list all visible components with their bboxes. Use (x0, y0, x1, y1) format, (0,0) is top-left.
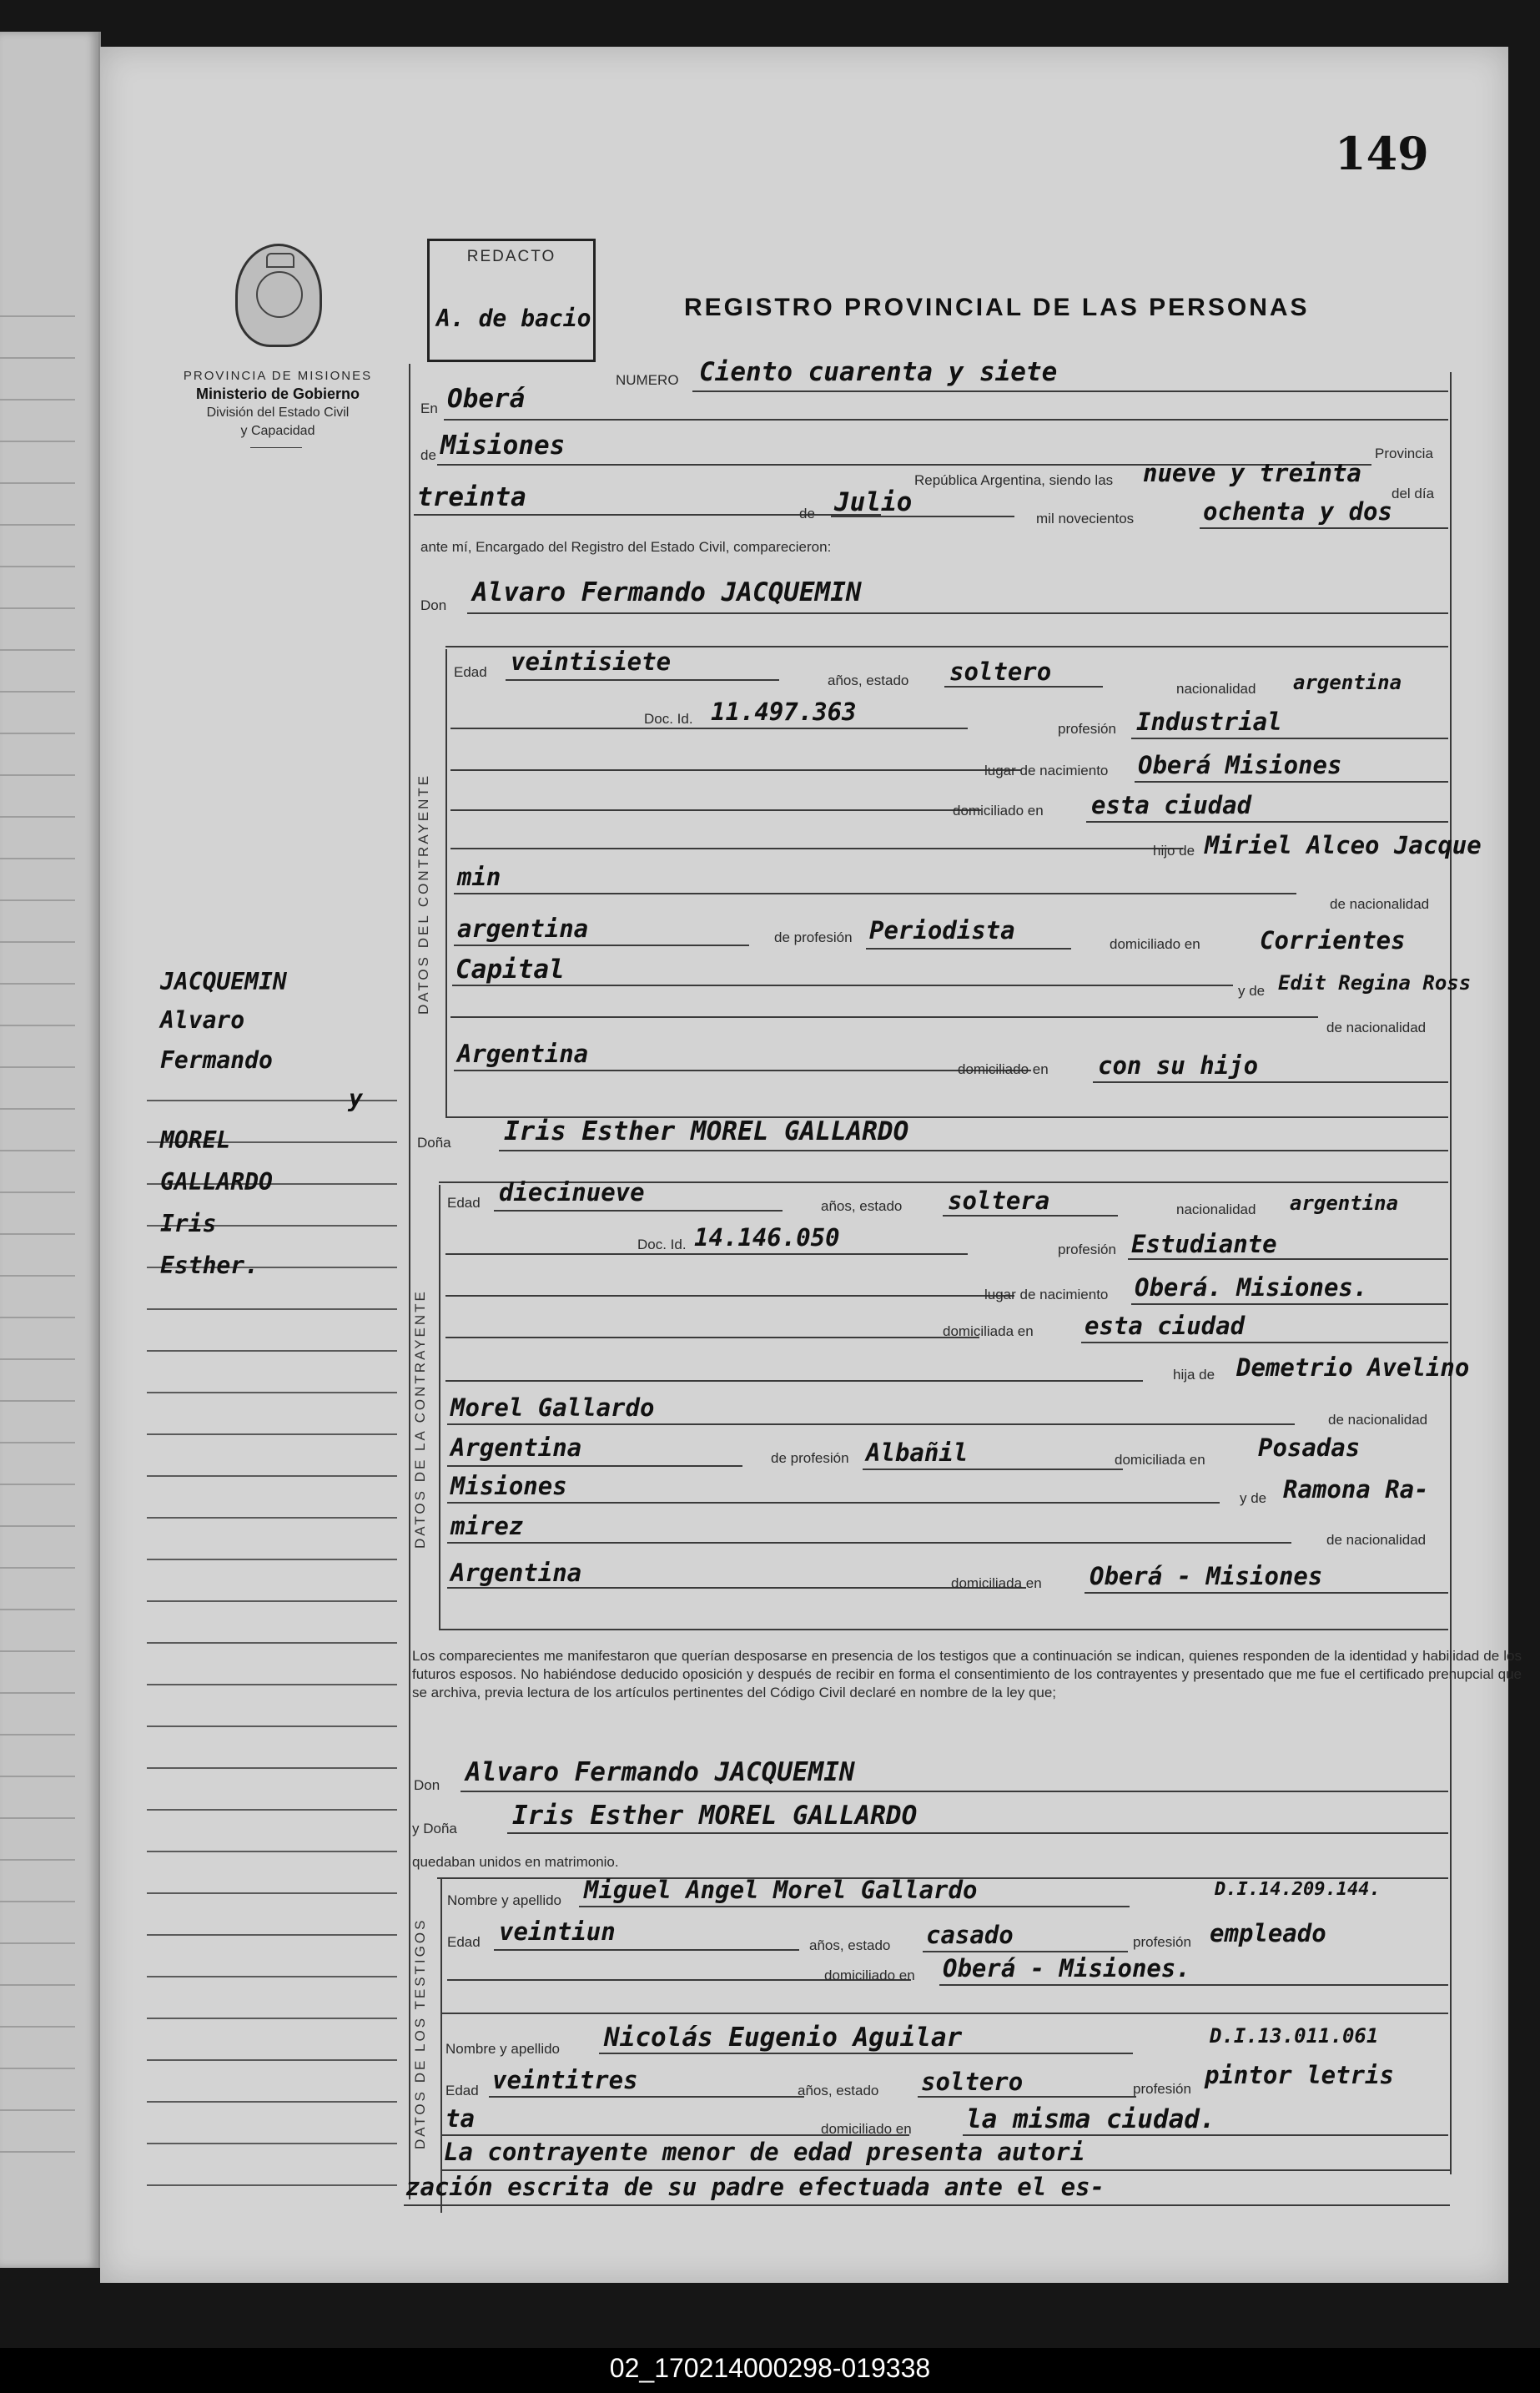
bride-domicilio: esta ciudad (1085, 1312, 1246, 1340)
groom-doc: 11.497.363 (711, 698, 857, 726)
groom-dom2-label: domiciliado en (958, 1061, 1049, 1077)
groom-hijo-label: hijo de (1153, 843, 1195, 859)
margin-note-name2: Fermando (160, 1046, 273, 1074)
decl-dona-label: y Doña (412, 1821, 457, 1836)
groom-estado-label: años, estado (828, 673, 909, 688)
groom-y-de-label: y de (1238, 983, 1266, 999)
witness2-nombre-label: Nombre y apellido (445, 2041, 561, 2057)
bride-mother-a: Ramona Ra- (1283, 1475, 1429, 1504)
bride-dom2-label: domiciliada en (951, 1575, 1042, 1591)
bride-de-prof-label: de profesión (771, 1450, 849, 1466)
don-label: Don (420, 597, 447, 613)
witness2-profesion-b: ta (445, 2104, 475, 2133)
witness2-edad-label: Edad (445, 2083, 479, 2098)
witness2-profesion-a: pintor letris (1205, 2061, 1394, 2089)
witness2-estado-label: años, estado (798, 2083, 879, 2098)
margin-note-name1: Alvaro (160, 1006, 245, 1034)
witness2-domicilio: la misma ciudad. (966, 2104, 1215, 2134)
groom-profesion: Industrial (1136, 708, 1282, 736)
witness2-edad: veintitres (492, 2066, 638, 2094)
en-value: Oberá (447, 384, 526, 414)
witness1-nombre-label: Nombre y apellido (447, 1892, 562, 1908)
groom-father-dom-a: Corrientes (1260, 926, 1406, 955)
de-label: de (420, 447, 436, 463)
groom-de-nac2-label: de nacionalidad (1326, 1020, 1427, 1035)
coat-of-arms-icon (235, 244, 322, 347)
en-label: En (420, 401, 438, 416)
bride-dom-en-label: domiciliada en (1115, 1452, 1205, 1468)
de-value: Misiones (440, 431, 566, 461)
bride-estado-label: años, estado (821, 1198, 903, 1214)
institution-capacity: y Capacidad (240, 424, 315, 438)
groom-lugar: Oberá Misiones (1138, 751, 1342, 779)
bride-edad-label: Edad (447, 1195, 481, 1211)
groom-father-nac: argentina (457, 914, 589, 943)
groom-father-dom-b: Capital (455, 955, 565, 985)
groom-domicilio: esta ciudad (1091, 791, 1252, 819)
margin-note-surname2: MOREL (160, 1126, 231, 1154)
month-value: Julio (834, 487, 913, 517)
bride-mother-b: mirez (450, 1512, 524, 1540)
witness1-edad: veintiun (499, 1917, 616, 1946)
groom-father-prof: Periodista (869, 916, 1015, 945)
mil-label: mil novecientos (1036, 511, 1135, 526)
image-id-label: 02_170214000298-019338 (609, 2353, 931, 2383)
bride-y-de-label: y de (1240, 1490, 1267, 1506)
groom-domicilio-label: domiciliado en (953, 803, 1044, 819)
bride-doc: 14.146.050 (694, 1223, 840, 1252)
groom-mother: Edit Regina Ross (1278, 971, 1472, 995)
margin-note-and: y (349, 1085, 363, 1112)
margin-note-surname: JACQUEMIN (160, 968, 287, 995)
decl-groom: Alvaro Fermando JACQUEMIN (466, 1757, 855, 1787)
witness1-edad-label: Edad (447, 1934, 481, 1950)
day-value: treinta (417, 482, 526, 512)
groom-profesion-label: profesión (1058, 721, 1116, 737)
republica-text: República Argentina, siendo las (914, 472, 1114, 488)
numero-label: NUMERO (616, 372, 679, 388)
witness1-doc: D.I.14.209.144. (1215, 1879, 1381, 1900)
groom-de-nac-label: de nacionalidad (1330, 896, 1430, 912)
bride-doc-label: Doc. Id. (637, 1237, 687, 1252)
groom-dom-en-label: domiciliado en (1110, 936, 1200, 952)
bride-de-nac-label: de nacionalidad (1328, 1412, 1428, 1428)
witness1-domicilio: Oberá - Misiones. (943, 1954, 1190, 1982)
page-number: 149 (1335, 127, 1429, 180)
groom-side-label: DATOS DEL CONTRAYENTE (415, 773, 431, 1015)
dona-label: Doña (417, 1135, 451, 1151)
witness1-domicilio-label: domiciliado en (824, 1967, 915, 1983)
bride-profesion: Estudiante (1131, 1230, 1277, 1258)
bride-mother-nac: Argentina (450, 1559, 582, 1587)
provincia-label: Provincia (1375, 446, 1433, 461)
bride-mother-dom: Oberá - Misiones (1090, 1562, 1323, 1590)
bride-nacionalidad-label: nacionalidad (1176, 1202, 1256, 1217)
witness1-profesion: empleado (1210, 1919, 1326, 1947)
ante-text: ante mí, Encargado del Registro del Estado Civil, comparecieron: (420, 539, 832, 555)
groom-mother-nac: Argentina (457, 1040, 589, 1068)
witness2-domicilio-label: domiciliado en (821, 2121, 912, 2137)
bride-lugar-label: lugar de nacimiento (984, 1287, 1109, 1302)
year-value: ochenta y dos (1203, 497, 1392, 526)
declaration-paragraph: Los comparecientes me manifestaron que querían desposarse en presencia de los testigos que a continuación se indican, quienes responden de la identidad y habilidad de los futuros esposos. No habiéndose deducido oposición y después de recibir en forma el consentimiento de los contrayentes y presentado que me fue el certificado prenupcial que se archiva, previa lectura de los artículos pertinentes del Código Civil declaré en nombre de la ley que; (412, 1648, 1522, 1700)
margin-note-surname3: GALLARDO (160, 1168, 273, 1196)
institution-province: PROVINCIA DE MISIONES (183, 369, 373, 383)
margin-note-name3: Iris (160, 1210, 217, 1237)
bride-de-nac2-label: de nacionalidad (1326, 1532, 1427, 1548)
previous-page-edge (0, 32, 101, 2268)
note-line-2: zación escrita de su padre efectuada ante el es- (405, 2173, 1105, 2201)
bride-father-b: Morel Gallardo (450, 1393, 655, 1422)
bride-lugar: Oberá. Misiones. (1135, 1273, 1368, 1302)
witness2-estado: soltero (921, 2068, 1024, 2096)
bride-father-a: Demetrio Avelino (1236, 1353, 1470, 1382)
numero-value: Ciento cuarenta y siete (699, 357, 1058, 387)
groom-nacionalidad: argentina (1293, 671, 1402, 694)
redacto-stamp (427, 239, 596, 362)
witness2-name: Nicolás Eugenio Aguilar (604, 2023, 963, 2053)
institution-division: División del Estado Civil (206, 406, 350, 420)
groom-mother-dom: con su hijo (1098, 1051, 1259, 1080)
bride-hija-label: hija de (1173, 1367, 1215, 1383)
witnesses-side-label: DATOS DE LOS TESTIGOS (412, 1917, 428, 2149)
groom-lugar-label: lugar de nacimiento (984, 763, 1109, 778)
groom-father-a: Miriel Alceo Jacque (1205, 831, 1482, 859)
document-title: REGISTRO PROVINCIAL DE LAS PERSONAS (684, 294, 1310, 321)
bride-father-nac: Argentina (450, 1433, 582, 1462)
register-page (100, 47, 1522, 2283)
bride-profesion-label: profesión (1058, 1242, 1116, 1257)
groom-nacionalidad-label: nacionalidad (1176, 681, 1256, 697)
bride-father-prof: Albañil (866, 1438, 969, 1467)
groom-doc-label: Doc. Id. (644, 711, 693, 727)
del-dia-label: del día (1392, 486, 1435, 501)
witness2-doc: D.I.13.011.061 (1210, 2024, 1379, 2048)
groom-edad: veintisiete (511, 647, 672, 676)
witness1-name: Miguel Angel Morel Gallardo (584, 1876, 978, 1904)
bride-father-dom-a: Posadas (1258, 1433, 1361, 1462)
stamp-signature: A. de bacio (436, 305, 591, 332)
witness2-profesion-label: profesión (1133, 2081, 1191, 2097)
groom-estado: soltero (949, 657, 1052, 686)
decl-bride: Iris Esther MOREL GALLARDO (512, 1801, 918, 1831)
footer-bar (0, 2348, 1540, 2393)
groom-de-prof-label: de profesión (774, 929, 853, 945)
de-mes-label: de (799, 506, 815, 521)
united-text: quedaban unidos en matrimonio. (412, 1854, 619, 1870)
witness1-estado: casado (926, 1921, 1014, 1949)
bride-father-dom-b: Misiones (450, 1472, 567, 1500)
institution-ministry: Ministerio de Gobierno (195, 385, 360, 402)
bride-domicilio-label: domiciliada en (943, 1323, 1034, 1339)
stamp-label: REDACTO (466, 248, 556, 265)
bride-edad: diecinueve (499, 1178, 645, 1207)
bride-nacionalidad: argentina (1290, 1191, 1399, 1215)
witness1-profesion-label: profesión (1133, 1934, 1191, 1950)
bride-name: Iris Esther MOREL GALLARDO (504, 1116, 909, 1146)
bride-estado: soltera (948, 1186, 1050, 1215)
groom-father-b: min (457, 863, 501, 891)
margin-note-name4: Esther. (160, 1252, 259, 1279)
decl-don-label: Don (414, 1777, 440, 1793)
witness1-estado-label: años, estado (809, 1937, 891, 1953)
bride-side-label: DATOS DE LA CONTRAYENTE (412, 1289, 428, 1549)
groom-name: Alvaro Fermando JACQUEMIN (472, 577, 862, 607)
groom-edad-label: Edad (454, 664, 487, 680)
hour-value: nueve y treinta (1143, 459, 1361, 487)
note-line-1: La contrayente menor de edad presenta autori (444, 2138, 1085, 2166)
